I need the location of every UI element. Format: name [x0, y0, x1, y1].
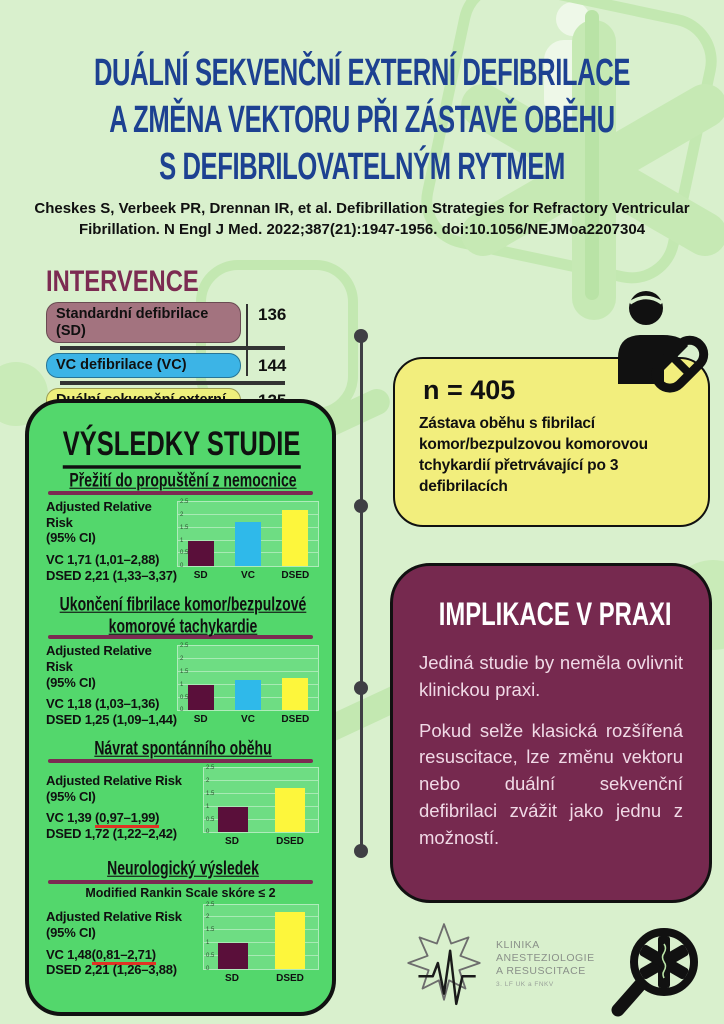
section-stats — [42, 499, 177, 583]
x-label: SD — [193, 570, 208, 582]
vc-stat-text: VC 1,48 — [46, 946, 92, 962]
timeline-dot — [354, 844, 368, 858]
y-tick-label: 0.5 — [180, 694, 189, 701]
y-tick-label: 2 — [180, 656, 184, 663]
timeline-dot — [354, 681, 368, 695]
bar-dsed — [282, 510, 308, 567]
intervention-label-pill: Standardní defibrilace (SD) — [46, 302, 241, 343]
section-stats — [42, 909, 203, 977]
section-stats — [42, 643, 177, 727]
vc-ci-text: (0,81–2,71) — [92, 947, 156, 965]
dsed-stat: DSED 1,72 (1,22–2,42) — [46, 826, 177, 842]
vc-ci-text: (0,97–1,99) — [95, 810, 159, 828]
vc-stat-text: VC 1,39 — [46, 810, 95, 826]
y-tick-label: 1.5 — [206, 927, 215, 934]
arr-ci-label: (95% CI) — [46, 924, 96, 940]
x-label: DSED — [276, 972, 304, 984]
section-subheading: Modified Rankin Scale skóre ≤ 2 — [85, 885, 276, 900]
x-axis-labels — [177, 570, 319, 581]
y-tick-label: 0 — [206, 965, 210, 972]
doctor-pill-icon — [608, 288, 716, 398]
bar-dsed — [275, 912, 305, 969]
kar-leaf-ecg-icon — [398, 918, 490, 1010]
y-tick-label: 1.5 — [180, 524, 189, 531]
arr-label: Adjusted Relative Risk — [46, 909, 182, 925]
kar-text-line: KLINIKA — [496, 938, 540, 951]
x-axis-labels — [203, 973, 319, 984]
y-tick-label: 2.5 — [180, 643, 189, 650]
vc-stat — [46, 810, 203, 826]
bar-sd — [218, 807, 248, 833]
section-heading: Ukončení fibrilace komor/bezpulzové komorové tachykardie — [59, 593, 307, 638]
title-line-3: S DEFIBRILOVATELNÝM RYTMEM — [159, 144, 565, 188]
poster-title — [0, 44, 724, 195]
table-row — [46, 353, 326, 378]
dsed-stat: DSED 2,21 (1,33–3,37) — [46, 567, 177, 583]
intervention-count: 136 — [258, 305, 287, 324]
chart-plot — [203, 901, 319, 972]
arr-ci-label: (95% CI) — [46, 530, 96, 546]
arr-ci-label: (95% CI) — [46, 674, 96, 690]
gridline — [178, 671, 318, 672]
title-line-2: A ZMĚNA VEKTORU PŘI ZÁSTAVĚ OBĚHU — [109, 97, 615, 141]
implications-heading: IMPLIKACE V PRAXI — [438, 596, 672, 632]
heading-underline-bar — [48, 880, 314, 884]
section-heading: Neurologický výsledek — [107, 857, 259, 880]
mini-bar-chart — [177, 645, 319, 725]
mini-bar-chart — [203, 767, 319, 847]
y-tick-label: 2.5 — [206, 765, 215, 772]
bar-vc — [235, 680, 261, 710]
arr-label: Adjusted Relative Risk — [46, 499, 152, 530]
y-tick-label: 0 — [206, 829, 210, 836]
arr-label: Adjusted Relative Risk — [46, 773, 182, 789]
x-label: DSED — [281, 570, 310, 582]
chart-plot — [177, 499, 319, 570]
intervention-heading: INTERVENCE — [46, 264, 199, 298]
gridline — [178, 658, 318, 659]
row-separator — [60, 346, 285, 350]
vc-stat — [46, 947, 203, 963]
x-label: SD — [225, 836, 239, 848]
y-tick-label: 2 — [180, 511, 184, 518]
magnifier-star-of-life-logo — [604, 922, 708, 1022]
x-label: SD — [193, 714, 208, 726]
arr-label: Adjusted Relative Risk — [46, 643, 152, 674]
citation-text: Cheskes S, Verbeek PR, Drennan IR, et al. Defibrillation Strategies for Refractory Ventricular Fibrillation. N Engl J Med. 2022;387(21):1947-1956. doi:10.1056/NEJMoa2207304 — [34, 200, 690, 238]
vc-stat — [46, 552, 177, 568]
bar-vc — [235, 522, 261, 566]
section-heading: Přežití do propuštění z nemocnice — [69, 469, 297, 491]
bar-sd — [188, 685, 214, 711]
title-line-1: DUÁLNÍ SEKVENČNÍ EXTERNÍ DEFIBRILACE — [93, 50, 631, 94]
y-tick-label: 2.5 — [206, 901, 215, 908]
gridline — [204, 780, 318, 781]
kar-logo-text — [496, 939, 595, 990]
results-section-neuro — [42, 857, 319, 983]
vc-stat-text: VC 1,18 (1,03–1,36) — [46, 696, 160, 712]
section-stats — [42, 773, 203, 841]
y-tick-label: 0.5 — [206, 952, 215, 959]
y-tick-label: 1 — [180, 537, 184, 544]
y-tick-label: 0.5 — [180, 550, 189, 557]
kar-text-line: 3. LF UK a FNKV — [496, 981, 554, 989]
section-heading: Návrat spontánního oběhu — [94, 737, 272, 760]
mini-bar-chart — [177, 501, 319, 581]
mini-bar-chart — [203, 901, 319, 984]
y-tick-label: 2 — [206, 778, 210, 785]
chart-plot — [177, 643, 319, 714]
x-axis-labels — [203, 836, 319, 847]
implications-paragraph: Pokud selže klasická rozšířená resuscitace, lze změnu vektoru nebo duální sekvenční defibrilaci zvážit jako jednu z možností. — [419, 719, 683, 848]
results-section-vf-termination — [42, 593, 319, 727]
y-tick-label: 1 — [206, 939, 210, 946]
timeline-line — [360, 335, 363, 850]
intervention-label-pill: VC defibrilace (VC) — [46, 353, 241, 378]
implications-paragraph: Jediná studie by neměla ovlivnit klinickou praxi. — [419, 652, 683, 700]
vc-stat — [46, 696, 177, 712]
y-tick-label: 0 — [180, 707, 184, 714]
enrollment-description: Zástava oběhu s fibrilací komor/bezpulzovou komorovou tchykardií přetrvávající po 3 defibrilacích — [419, 415, 648, 495]
bar-dsed — [275, 788, 305, 832]
sample-size-label: n = 405 — [423, 375, 516, 405]
kar-text-line: ANESTEZIOLOGIE — [496, 951, 595, 964]
results-section-survival — [42, 469, 319, 583]
kar-text-line: A RESUSCITACE — [496, 965, 586, 977]
y-tick-label: 2 — [206, 914, 210, 921]
y-tick-label: 0 — [180, 563, 184, 570]
chart-plot — [203, 765, 319, 836]
y-tick-label: 1 — [206, 803, 210, 810]
kar-logo — [398, 918, 628, 1010]
y-tick-label: 1.5 — [206, 791, 215, 798]
heading-underline-bar — [48, 491, 314, 495]
heading-underline-bar — [48, 759, 314, 763]
x-label: DSED — [281, 714, 310, 726]
timeline-dot — [354, 499, 368, 513]
x-label: VC — [241, 570, 255, 582]
results-card — [25, 399, 336, 1016]
y-tick-label: 2.5 — [180, 499, 189, 506]
y-tick-label: 1 — [180, 681, 184, 688]
bar-dsed — [282, 678, 308, 710]
bar-sd — [188, 541, 214, 567]
vc-stat-text: VC 1,71 (1,01–2,88) — [46, 551, 160, 567]
results-heading — [62, 425, 301, 464]
arr-ci-label: (95% CI) — [46, 788, 96, 804]
x-label: SD — [225, 972, 239, 984]
bar-sd — [218, 943, 248, 969]
dsed-stat: DSED 1,25 (1,09–1,44) — [46, 711, 177, 727]
x-axis-labels — [177, 714, 319, 725]
dsed-stat: DSED 2,21 (1,26–3,88) — [46, 962, 177, 978]
results-heading-text: VÝSLEDKY STUDIE — [63, 425, 301, 469]
x-label: VC — [241, 714, 255, 726]
x-label: DSED — [276, 836, 304, 848]
row-separator — [60, 381, 285, 385]
implications-card — [390, 563, 712, 903]
timeline-dot — [354, 329, 368, 343]
y-tick-label: 1.5 — [180, 668, 189, 675]
y-tick-label: 0.5 — [206, 816, 215, 823]
results-section-rosc — [42, 737, 319, 847]
intervention-count: 144 — [258, 356, 287, 376]
table-row — [46, 302, 326, 343]
